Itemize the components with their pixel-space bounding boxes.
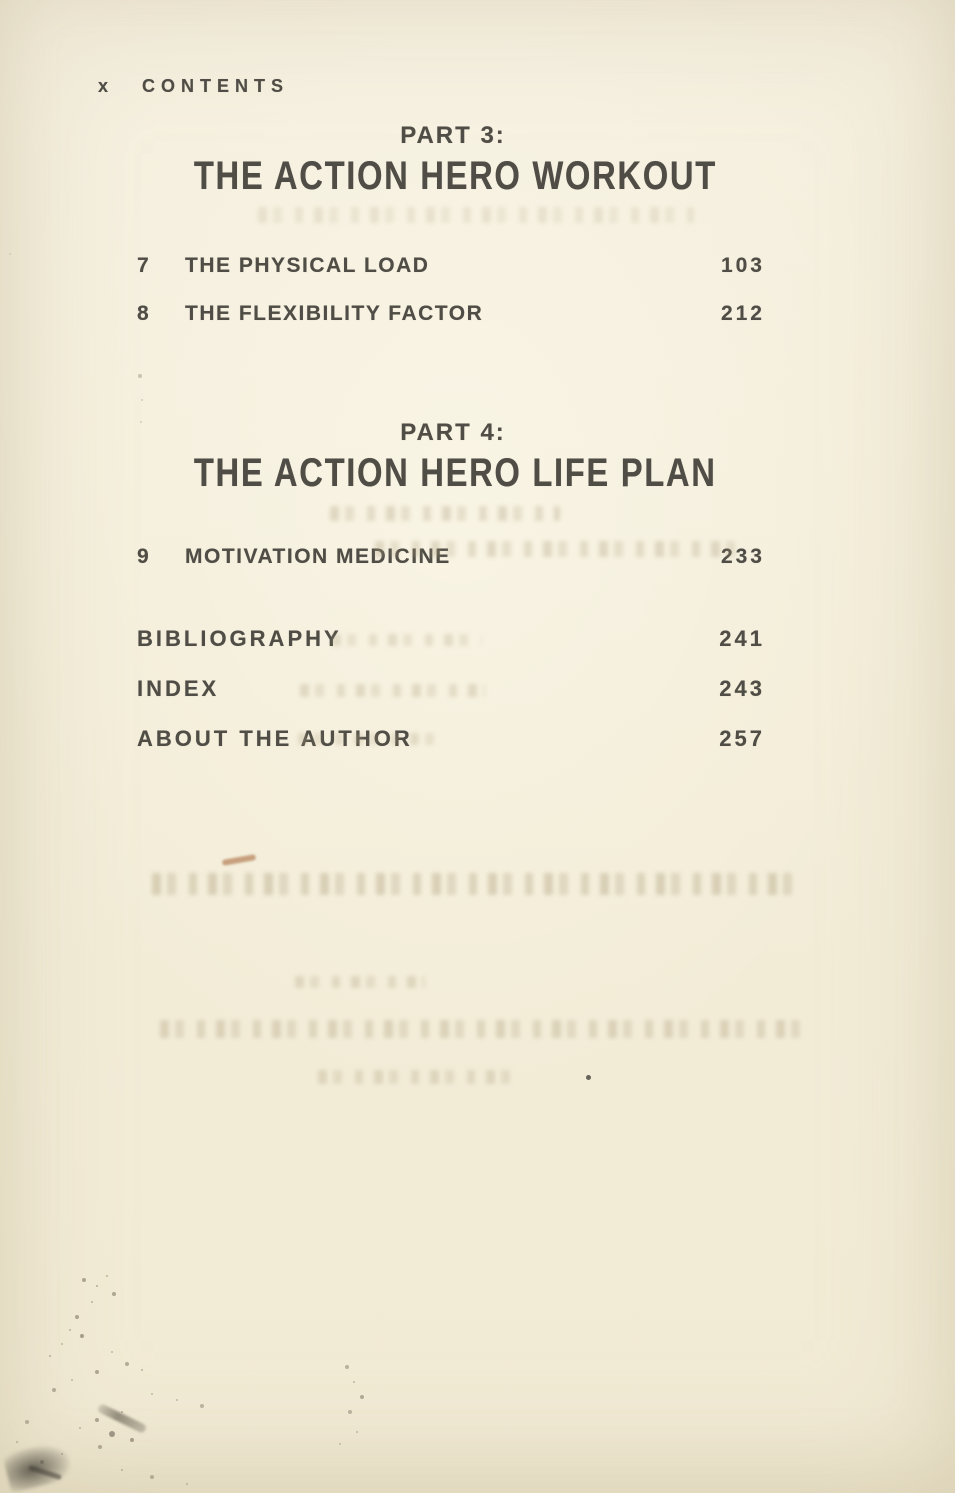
showthrough-ghost [160, 1020, 800, 1038]
showthrough-ghost [152, 873, 802, 895]
showthrough-ghost [300, 684, 485, 697]
chapter-title: THE FLEXIBILITY FACTOR [185, 302, 484, 325]
page-ref: 241 [719, 626, 765, 651]
toc-entry-chapter7 [137, 254, 765, 278]
running-head [98, 76, 289, 97]
corner-speckle-field [0, 1270, 4, 1274]
running-head-title: CONTENTS [142, 76, 290, 96]
showthrough-ghost [332, 634, 482, 646]
toc-entry-chapter8 [137, 302, 765, 326]
page-folio: x [98, 76, 115, 96]
chapter-title: MOTIVATION MEDICINE [185, 545, 451, 568]
page-ref: 212 [720, 302, 765, 325]
chapter-number: 8 [137, 302, 151, 325]
backmatter-title: INDEX [137, 676, 220, 701]
chapter-number: 7 [137, 254, 151, 277]
showthrough-ghost [298, 733, 438, 745]
backmatter-title: BIBLIOGRAPHY [137, 626, 342, 651]
ink-speck [586, 1075, 591, 1080]
page-ref: 233 [720, 545, 765, 568]
pencil-streak [97, 1403, 148, 1434]
rust-stain [222, 854, 257, 866]
corner-smudge [2, 1439, 74, 1493]
showthrough-ghost [295, 976, 425, 988]
paper-specks [138, 374, 142, 378]
showthrough-ghost [258, 207, 694, 223]
showthrough-ghost [375, 541, 740, 557]
page-ref: 103 [720, 254, 765, 277]
part4-label: PART 4: [400, 419, 506, 446]
part3-heading [137, 122, 769, 199]
part3-label: PART 3: [400, 122, 506, 149]
part3-title: THE ACTION HERO WORKOUT [193, 154, 717, 198]
chapter-title: THE PHYSICAL LOAD [185, 254, 430, 277]
toc-entry-about-author [137, 727, 765, 751]
part4-heading [137, 419, 769, 496]
showthrough-ghost [330, 506, 560, 521]
backmatter-title: ABOUT THE AUTHOR [137, 726, 413, 751]
chapter-number: 9 [137, 545, 151, 568]
part4-title: THE ACTION HERO LIFE PLAN [193, 451, 717, 495]
showthrough-ghost [318, 1070, 523, 1084]
page-ref: 257 [719, 726, 765, 751]
page-ref: 243 [719, 676, 765, 701]
